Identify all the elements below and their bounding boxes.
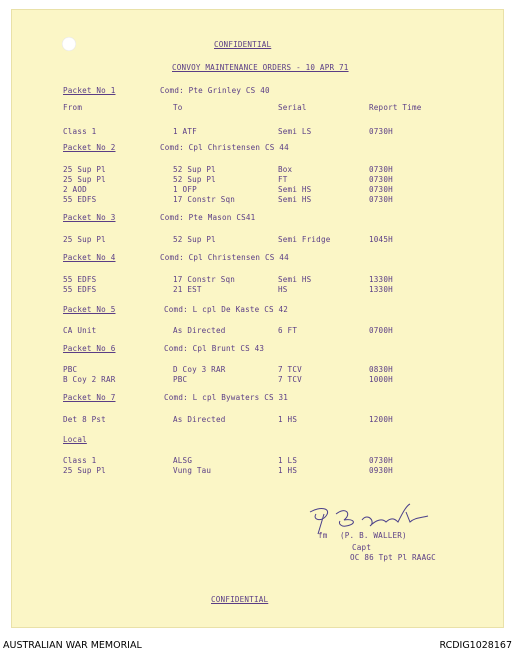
packet-cell: 55 EDFS <box>63 285 97 294</box>
packet-cell: 52 Sup Pl <box>173 175 216 184</box>
packet-cell: Semi Fridge <box>278 235 331 244</box>
classification-footer: CONFIDENTIAL <box>211 595 269 604</box>
packet-cell: 17 Constr Sqn <box>173 275 236 284</box>
packet-cell: As Directed <box>173 415 226 424</box>
packet-cell: Det 8 Pst <box>63 415 106 424</box>
document-title: CONVOY MAINTENANCE ORDERS - 10 APR 71 <box>172 63 349 72</box>
packet-cell: 0830H <box>369 365 393 374</box>
packet-commander: Comd: Pte Mason CS41 <box>160 213 256 222</box>
packet-cell: PBC <box>63 365 78 374</box>
packet-cell: Semi LS <box>278 127 312 136</box>
packet-commander: Comd: Pte Grinley CS 40 <box>160 86 270 95</box>
packet-cell: PBC <box>173 375 188 384</box>
packet-cell: 1330H <box>369 275 393 284</box>
column-heading-to: To <box>173 103 183 112</box>
packet-cell: 7 TCV <box>278 365 302 374</box>
signature-initials: fm <box>318 531 328 540</box>
local-cell: Class 1 <box>63 456 97 465</box>
packet-cell: 6 FT <box>278 326 298 335</box>
local-cell: 1 HS <box>278 466 298 475</box>
packet-cell: 25 Sup Pl <box>63 165 106 174</box>
packet-commander: Comd: L cpl Bywaters CS 31 <box>164 393 289 402</box>
packet-cell: D Coy 3 RAR <box>173 365 226 374</box>
packet-cell: 17 Constr Sqn <box>173 195 236 204</box>
signatory-unit: OC 86 Tpt Pl RAAGC <box>350 553 436 562</box>
signatory-rank: Capt <box>352 543 372 552</box>
packet-cell: 21 EST <box>173 285 202 294</box>
local-cell: 0930H <box>369 466 393 475</box>
packet-label: Packet No 5 <box>63 305 116 314</box>
column-heading-from: From <box>63 103 83 112</box>
packet-cell: 52 Sup Pl <box>173 235 216 244</box>
local-cell: 25 Sup Pl <box>63 466 106 475</box>
punch-hole <box>62 37 76 51</box>
packet-cell: 0730H <box>369 175 393 184</box>
packet-commander: Comd: Cpl Brunt CS 43 <box>164 344 265 353</box>
packet-cell: FT <box>278 175 288 184</box>
signature-scrawl <box>302 500 442 550</box>
packet-label: Packet No 2 <box>63 143 116 152</box>
packet-cell: Box <box>278 165 293 174</box>
local-cell: 0730H <box>369 456 393 465</box>
packet-commander: Comd: Cpl Christensen CS 44 <box>160 253 289 262</box>
local-cell: Vung Tau <box>173 466 212 475</box>
packet-cell: 1330H <box>369 285 393 294</box>
packet-cell: 1000H <box>369 375 393 384</box>
local-cell: 1 LS <box>278 456 298 465</box>
packet-cell: 2 AOD <box>63 185 87 194</box>
packet-cell: 1 OFP <box>173 185 197 194</box>
packet-label: Packet No 1 <box>63 86 116 95</box>
packet-cell: 55 EDFS <box>63 275 97 284</box>
packet-cell: 1 HS <box>278 415 298 424</box>
packet-cell: 25 Sup Pl <box>63 235 106 244</box>
signatory-name: (P. B. WALLER) <box>340 531 407 540</box>
packet-label: Packet No 3 <box>63 213 116 222</box>
local-cell: ALSG <box>173 456 193 465</box>
local-label: Local <box>63 435 87 444</box>
packet-cell: 55 EDFS <box>63 195 97 204</box>
packet-cell: 0730H <box>369 185 393 194</box>
packet-cell: Class 1 <box>63 127 97 136</box>
packet-label: Packet No 4 <box>63 253 116 262</box>
archive-record-id: RCDIG1028167 <box>439 640 512 651</box>
packet-cell: 25 Sup Pl <box>63 175 106 184</box>
packet-cell: B Coy 2 RAR <box>63 375 116 384</box>
packet-label: Packet No 7 <box>63 393 116 402</box>
packet-cell: Semi HS <box>278 195 312 204</box>
packet-cell: HS <box>278 285 288 294</box>
packet-cell: 1200H <box>369 415 393 424</box>
archive-institution: AUSTRALIAN WAR MEMORIAL <box>3 640 142 651</box>
packet-cell: 0700H <box>369 326 393 335</box>
packet-commander: Comd: Cpl Christensen CS 44 <box>160 143 289 152</box>
classification-header: CONFIDENTIAL <box>214 40 272 49</box>
packet-cell: 7 TCV <box>278 375 302 384</box>
packet-cell: Semi HS <box>278 275 312 284</box>
packet-cell: 0730H <box>369 127 393 136</box>
archive-footer <box>0 630 515 654</box>
column-heading-serial: Serial <box>278 103 307 112</box>
packet-label: Packet No 6 <box>63 344 116 353</box>
column-heading-report-time: Report Time <box>369 103 422 112</box>
packet-cell: 52 Sup Pl <box>173 165 216 174</box>
packet-cell: 0730H <box>369 165 393 174</box>
packet-cell: 0730H <box>369 195 393 204</box>
packet-cell: Semi HS <box>278 185 312 194</box>
packet-cell: CA Unit <box>63 326 97 335</box>
packet-cell: 1045H <box>369 235 393 244</box>
packet-cell: As Directed <box>173 326 226 335</box>
packet-cell: 1 ATF <box>173 127 197 136</box>
packet-commander: Comd: L cpl De Kaste CS 42 <box>164 305 289 314</box>
